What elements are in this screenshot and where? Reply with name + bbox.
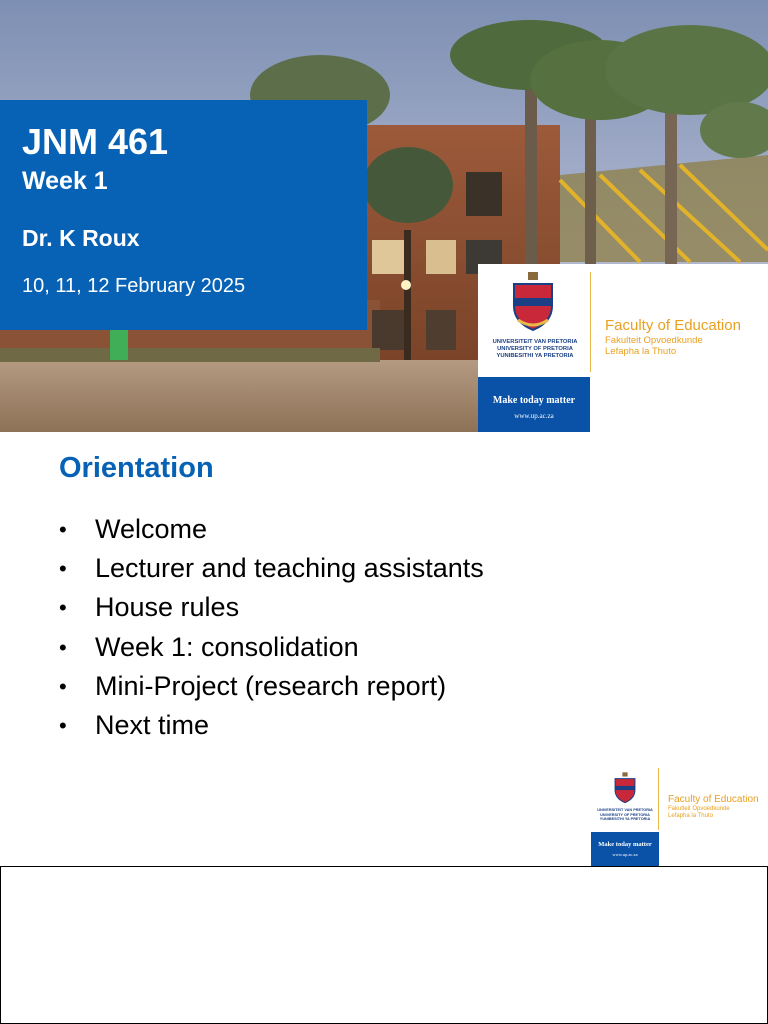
agenda-list bbox=[59, 510, 484, 745]
title-box bbox=[0, 100, 367, 330]
university-names: UNIVERSITEIT VAN PRETORIA UNIVERSITY OF PRETORIA YUNIBESITHI YA PRETORIA bbox=[492, 339, 578, 359]
faculty-branding-card bbox=[478, 264, 768, 432]
week-label: Week 1 bbox=[22, 167, 108, 195]
university-url: www.up.ac.za bbox=[612, 852, 638, 857]
course-code: JNM 461 bbox=[22, 121, 169, 162]
lecturer-name: Dr. K Roux bbox=[22, 225, 140, 251]
orientation-slide bbox=[0, 432, 768, 866]
list-item: • Lecturer and teaching assistants bbox=[59, 549, 484, 588]
university-names: UNIVERSITEIT VAN PRETORIA UNIVERSITY OF PRETORIA YUNIBESITHI YA PRETORIA bbox=[597, 808, 653, 822]
faculty-names: Faculty of Education Fakulteit Opvoedkunde Lefapha la Thuto bbox=[605, 317, 741, 357]
list-item: • Welcome bbox=[59, 510, 484, 549]
faculty-names: Faculty of Education Fakulteit Opvoedkunde Lefapha la Thuto bbox=[668, 794, 759, 819]
list-item: • Mini-Project (research report) bbox=[59, 667, 484, 706]
university-crest-icon bbox=[510, 272, 556, 332]
faculty-branding-card-small bbox=[591, 766, 768, 866]
list-item: • Next time bbox=[59, 706, 484, 745]
slide-title: Orientation bbox=[59, 452, 214, 484]
list-item: • House rules bbox=[59, 588, 484, 627]
blank-slide bbox=[0, 866, 768, 1024]
title-slide bbox=[0, 0, 768, 432]
university-crest-icon bbox=[613, 770, 637, 806]
list-item: • Week 1: consolidation bbox=[59, 628, 484, 667]
tagline-band: Make today matter www.up.ac.za bbox=[478, 377, 590, 432]
brand-divider bbox=[590, 272, 591, 372]
session-dates: 10, 11, 12 February 2025 bbox=[22, 275, 246, 297]
university-url: www.up.ac.za bbox=[514, 412, 554, 420]
brand-divider bbox=[658, 768, 659, 830]
tagline-band: Make today matter www.up.ac.za bbox=[591, 832, 659, 866]
